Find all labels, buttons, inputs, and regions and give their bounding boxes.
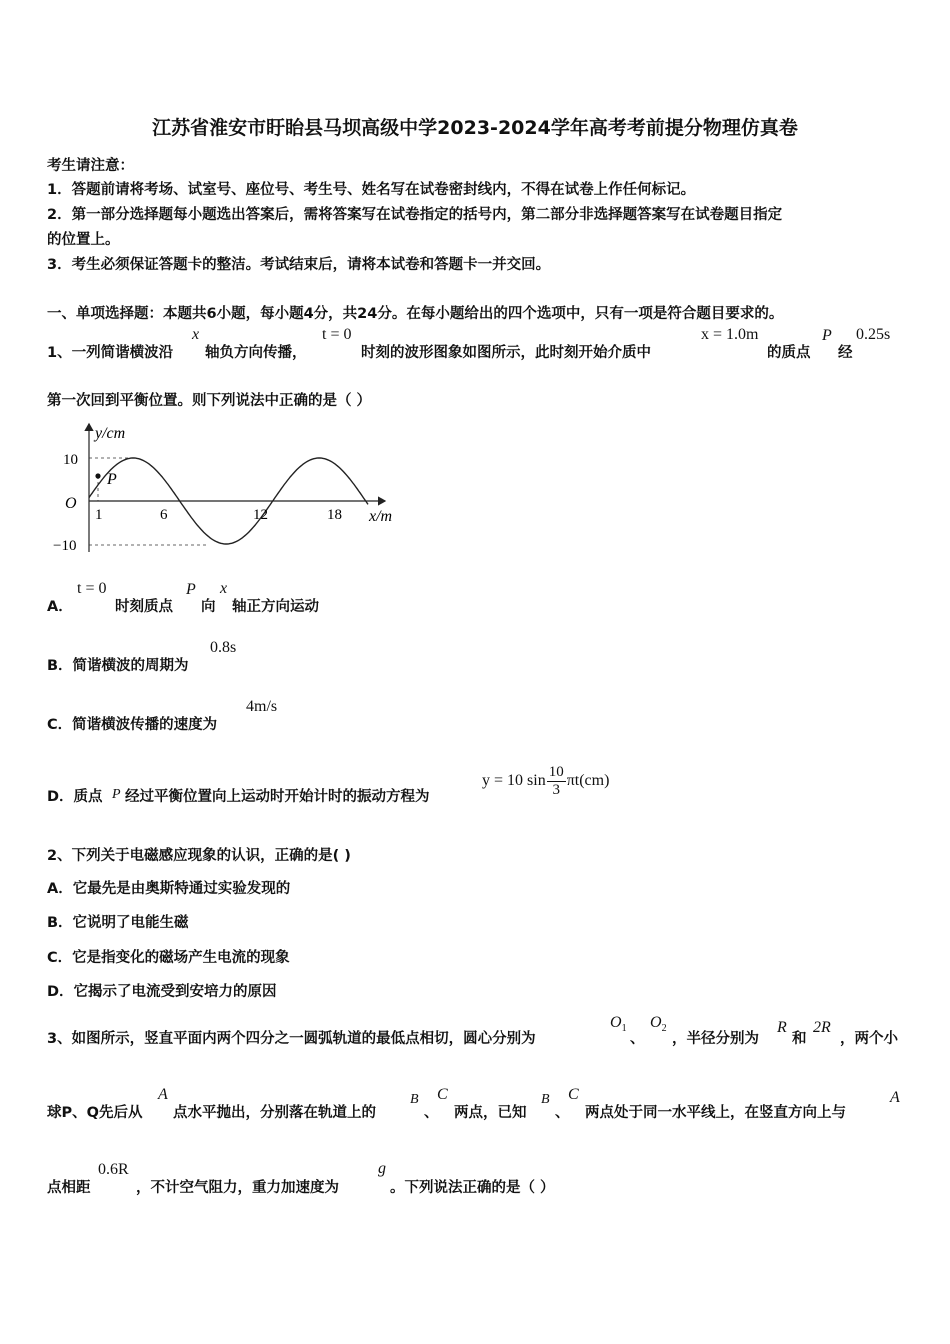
q1-text-5: 经 [838, 345, 853, 361]
q1-text-line2: 第一次回到平衡位置。则下列说法中正确的是（ ） [47, 393, 372, 409]
q3-2R: 2R [813, 1019, 831, 1036]
equation-right: πt(cm) [566, 772, 610, 789]
q1-t0: t = 0 [322, 326, 352, 343]
q3-O2: $O_2$ [650, 1014, 667, 1035]
q2-option-d: D．它揭示了电流受到安培力的原因 [47, 984, 277, 1000]
y-axis-label: y/cm [95, 425, 126, 442]
q3-text-2c: 两点，已知 [454, 1105, 527, 1121]
q3-text-1b: ，半径分别为 [672, 1031, 759, 1047]
q3-R: R [777, 1019, 787, 1036]
q3-text-3a: 点相距 [47, 1180, 91, 1196]
q1-opt-d-text-1: D．质点 [47, 789, 103, 805]
point-p-label: P [107, 471, 117, 488]
q3-text-1d: ，两个小 [840, 1031, 898, 1047]
notice-heading: 考生请注意： [47, 158, 134, 174]
q3-text-1c: 和 [792, 1031, 807, 1047]
q1-opt-c-value: 4m/s [246, 698, 278, 715]
point-p-marker [95, 473, 100, 478]
q1-opt-a-text-3: 轴正方向运动 [232, 599, 319, 615]
q1-text-1: 1、一列简谐横波沿 [47, 345, 174, 361]
q1-text-2: 轴负方向传播， [205, 345, 307, 361]
x-tick-6: 6 [160, 507, 168, 523]
q1-text-3: 时刻的波形图象如图所示，此时刻开始介质中 [361, 345, 651, 361]
notice-item-3: 3．考生必须保证答题卡的整洁。考试结束后，请将本试卷和答题卡一并交回。 [47, 257, 551, 273]
q1-opt-b-text: B．简谐横波的周期为 [47, 658, 189, 674]
x-tick-12: 12 [253, 507, 268, 523]
section-heading: 一、单项选择题：本题共6小题，每小题4分，共24分。在每小题给出的四个选项中，只有一项是符合题目要求的。 [47, 306, 784, 322]
x-axis-label: x/m [369, 508, 393, 525]
origin-label: O [65, 495, 77, 512]
q3-A: A [158, 1086, 168, 1103]
q1-opt-d-P: P [112, 787, 121, 802]
notice-item-2: 2．第一部分选择题每小题选出答案后，需将答案写在试卷指定的括号内，第二部分非选择题答案写在试卷题目指定 [47, 207, 783, 223]
q3-text-2a: 球P、Q先后从 [47, 1105, 143, 1121]
q1-x1: x = 1.0m [701, 326, 759, 343]
y-tick-10: 10 [63, 452, 78, 468]
equation-left: y = 10 sin [482, 772, 546, 789]
q3-sep-3: 、 [555, 1105, 570, 1121]
wave-graph [45, 418, 405, 558]
q3-sep-2: 、 [424, 1105, 439, 1121]
q1-opt-a-t0: t = 0 [77, 580, 107, 597]
x-tick-1: 1 [95, 507, 103, 523]
q1-text-4: 的质点 [767, 345, 811, 361]
q2-stem: 2、下列关于电磁感应现象的认识，正确的是( ) [47, 848, 351, 864]
equation-fraction [547, 764, 566, 799]
notice-item-2-cont: 的位置上。 [47, 232, 120, 248]
q3-text-2b: 点水平抛出，分别落在轨道上的 [173, 1105, 376, 1121]
fraction-numerator: 10 [548, 763, 564, 780]
q2-option-b: B．它说明了电能生磁 [47, 915, 189, 931]
q3-text-3b: ，不计空气阻力，重力加速度为 [136, 1180, 339, 1196]
q3-distance: 0.6R [98, 1161, 129, 1178]
q3-O1: $O_1$ [610, 1014, 627, 1035]
q1-opt-a-text-1: 时刻质点 [115, 599, 173, 615]
q3-A-2: A [890, 1089, 900, 1106]
q3-text-3c: 。下列说法正确的是（ ） [390, 1180, 555, 1196]
y-tick-neg10: −10 [53, 538, 77, 554]
q1-opt-c-text: C．简谐横波传播的速度为 [47, 717, 218, 733]
q3-C: C [437, 1086, 448, 1103]
q1-opt-a-x: x [220, 580, 228, 597]
q3-B: B [410, 1092, 419, 1107]
q3-B-2: B [541, 1092, 550, 1107]
q1-t025: 0.25s [856, 326, 891, 343]
q1-opt-d-text-2: 经过平衡位置向上运动时开始计时的振动方程为 [125, 789, 430, 805]
q2-option-a: A．它最先是由奥斯特通过实验发现的 [47, 881, 291, 897]
q1-var-x: x [192, 326, 200, 343]
q1-var-P: P [822, 327, 832, 344]
q1-opt-a-P: P [186, 581, 196, 598]
fraction-denominator: 3 [552, 781, 560, 798]
q3-sep-1: 、 [630, 1031, 645, 1047]
q3-C-2: C [568, 1086, 579, 1103]
x-tick-18: 18 [327, 507, 342, 523]
q1-opt-a-label: A． [47, 599, 73, 615]
q1-opt-a-text-2: 向 [201, 599, 216, 615]
notice-item-1: 1．答题前请将考场、试室号、座位号、考生号、姓名写在试卷密封线内，不得在试卷上作任何标记。 [47, 182, 696, 198]
q3-text-2d: 两点处于同一水平线上，在竖直方向上与 [585, 1105, 846, 1121]
q1-opt-d-equation [482, 760, 609, 802]
page-title: 江苏省淮安市盱眙县马坝高级中学2023-2024学年高考考前提分物理仿真卷 [152, 117, 798, 139]
q3-g: g [378, 1160, 386, 1177]
q2-option-c: C．它是指变化的磁场产生电流的现象 [47, 950, 290, 966]
q1-opt-b-value: 0.8s [210, 639, 237, 656]
q3-text-1a: 3、如图所示，竖直平面内两个四分之一圆弧轨道的最低点相切，圆心分别为 [47, 1031, 536, 1047]
